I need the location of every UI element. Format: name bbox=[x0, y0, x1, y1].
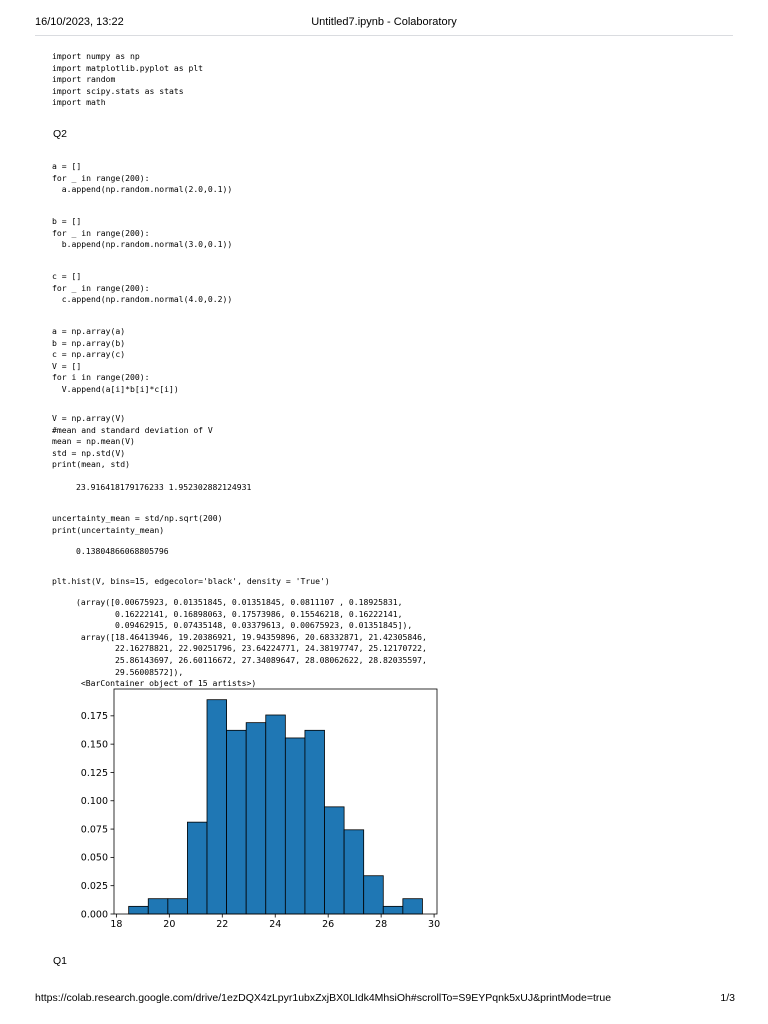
output-hist: (array([0.00675923, 0.01351845, 0.01351845, 0.0811107 , 0.18925831, 0.16222141, 0.16898063, 0.17573986, 0.15546218, 0.16222141, 0.09462915, 0.07435148, 0.03379613, 0.00675923, 0.01351845]), array([18.46413946, 19.20386921, 19.94359896, 20.68332871, 21.42305846, 22.16278821, 22.90251796, 23.64224771, 24.38197747, 25.12170722, 25.86143697, 26.60116672, 27.34089647, 28.08062622, 28.82035597, 29.56008572]), <BarContainer object of 15 artists>) bbox=[76, 597, 427, 689]
x-tick-label: 26 bbox=[322, 919, 335, 930]
code-cell-hist[interactable]: plt.hist(V, bins=15, edgecolor='black', density = 'True') bbox=[52, 576, 330, 586]
histogram-bar bbox=[344, 830, 364, 914]
histogram-bar bbox=[325, 807, 345, 914]
print-date: 16/10/2023, 13:22 bbox=[35, 16, 124, 28]
y-tick-label: 0.125 bbox=[80, 767, 108, 779]
y-tick-label: 0.025 bbox=[80, 880, 108, 892]
code-cell-imports[interactable]: import numpy as np import matplotlib.pyplot as plt import random import scipy.stats as stats import math bbox=[52, 51, 204, 108]
print-header bbox=[0, 0, 768, 36]
y-tick-label: 0.175 bbox=[80, 711, 108, 723]
x-tick-label: 20 bbox=[163, 919, 176, 930]
heading-q1: Q1 bbox=[53, 955, 68, 967]
histogram-chart bbox=[62, 684, 452, 939]
histogram-bar bbox=[305, 730, 325, 914]
histogram-bar bbox=[246, 723, 266, 914]
code-cell-v[interactable]: a = np.array(a) b = np.array(b) c = np.array(c) V = [] for i in range(200): V.append(a[i]*b[i]*c[i]) bbox=[52, 326, 179, 394]
output-stats: 23.916418179176233 1.952302882124931 bbox=[76, 482, 252, 492]
y-tick-label: 0.050 bbox=[80, 852, 108, 864]
code-cell-a[interactable]: a = [] for _ in range(200): a.append(np.random.normal(2.0,0.1)) bbox=[52, 161, 233, 195]
page-url: https://colab.research.google.com/drive/1ezDQX4zLpyr1ubxZxjBX0LIdk4MhsiOh#scrollTo=S9EYPqnk5xUJ&printMode=true bbox=[35, 992, 612, 1004]
x-tick-label: 30 bbox=[428, 919, 441, 930]
histogram-svg bbox=[62, 684, 452, 934]
histogram-bar bbox=[266, 715, 286, 914]
y-tick-label: 0.100 bbox=[80, 796, 108, 808]
code-cell-c[interactable]: c = [] for _ in range(200): c.append(np.random.normal(4.0,0.2)) bbox=[52, 271, 233, 305]
x-tick-label: 28 bbox=[375, 919, 388, 930]
x-tick-label: 24 bbox=[269, 919, 282, 930]
histogram-bar bbox=[403, 899, 423, 914]
histogram-bar bbox=[383, 906, 403, 914]
heading-q2: Q2 bbox=[53, 128, 68, 140]
histogram-bar bbox=[187, 822, 207, 914]
code-cell-uncertainty[interactable]: uncertainty_mean = std/np.sqrt(200) print(uncertainty_mean) bbox=[52, 513, 223, 535]
output-uncertainty: 0.13804866068805796 bbox=[76, 546, 169, 556]
histogram-bar bbox=[207, 700, 227, 914]
histogram-bar bbox=[168, 899, 188, 914]
code-cell-b[interactable]: b = [] for _ in range(200): b.append(np.random.normal(3.0,0.1)) bbox=[52, 216, 233, 250]
code-cell-stats[interactable]: V = np.array(V) #mean and standard deviation of V mean = np.mean(V) std = np.std(V) print(mean, std) bbox=[52, 413, 213, 470]
histogram-bar bbox=[227, 730, 247, 914]
y-tick-label: 0.000 bbox=[80, 909, 108, 921]
y-tick-label: 0.150 bbox=[80, 739, 108, 751]
histogram-bar bbox=[364, 876, 384, 914]
histogram-bar bbox=[285, 738, 305, 914]
histogram-bar bbox=[129, 906, 149, 914]
x-tick-label: 18 bbox=[110, 919, 123, 930]
y-tick-label: 0.075 bbox=[80, 824, 108, 836]
print-footer bbox=[0, 992, 768, 1012]
x-tick-label: 22 bbox=[216, 919, 229, 930]
header-divider bbox=[35, 35, 733, 36]
histogram-bar bbox=[148, 899, 168, 914]
page-number: 1/3 bbox=[720, 992, 735, 1004]
notebook-title: Untitled7.ipynb - Colaboratory bbox=[311, 16, 457, 28]
